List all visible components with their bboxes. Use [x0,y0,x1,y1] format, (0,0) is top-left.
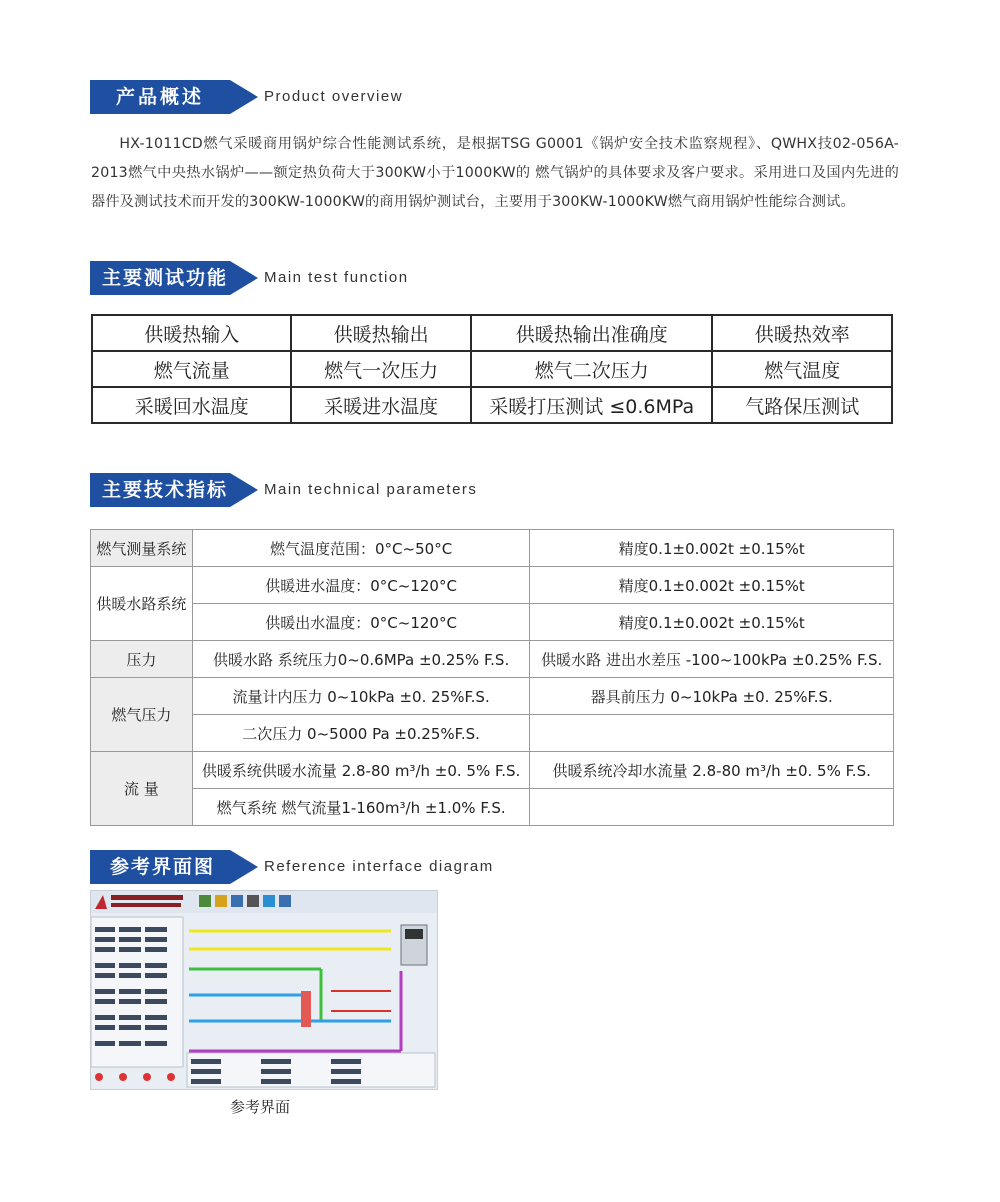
table-row [91,752,894,789]
reference-interface-screenshot [90,890,438,1090]
table-row [91,789,894,826]
section-title-en: Reference interface diagram [264,858,494,875]
param-cell: 燃气系统 燃气流量1-160m³/h ±1.0% F.S. [192,789,530,826]
function-cell: 供暖热输入 [92,315,291,351]
function-cell: 供暖热效率 [712,315,892,351]
param-cell: 供暖水路 系统压力0~0.6MPa ±0.25% F.S. [192,641,530,678]
table-row [91,604,894,641]
param-cell: 燃气温度范围：0°C~50°C [192,530,530,567]
param-cell: 精度0.1±0.002t ±0.15%t [530,530,894,567]
category-cell: 压力 [91,641,193,678]
param-cell-empty [530,715,894,752]
category-cell: 燃气压力 [91,678,193,752]
function-cell: 燃气温度 [712,351,892,387]
function-cell: 燃气二次压力 [471,351,713,387]
table-row [92,315,892,351]
table-row [91,567,894,604]
section-title-en: Main test function [264,269,409,286]
section-title-en: Product overview [264,88,404,105]
function-cell: 采暖打压测试 ≤0.6MPa [471,387,713,423]
function-cell: 供暖热输出 [291,315,471,351]
param-cell: 二次压力 0~5000 Pa ±0.25%F.S. [192,715,530,752]
overview-text: HX-1011CD燃气采暖商用锅炉综合性能测试系统，是根据TSG G0001《锅炉安全技术监察规程》、QWHX技02-056A-2013燃气中央热水锅炉——额定热负荷大于300KW小于1000KW的 燃气锅炉的具体要求及客户要求。采用进口及国内先进的器件及测试技术而开发的300KW-1000KW的商用锅炉测试台，主要用于300KW-1000KW燃气商用锅炉性能综合测试。 [91,136,899,210]
table-row [92,387,892,423]
table-row [91,530,894,567]
param-cell: 供暖出水温度：0°C~120°C [192,604,530,641]
table-row [91,678,894,715]
section-title-en: Main technical parameters [264,481,478,498]
function-cell: 供暖热输出准确度 [471,315,713,351]
section-title-zh: 主要技术指标 [101,479,228,501]
table-row [91,715,894,752]
param-cell-empty [530,789,894,826]
param-cell: 精度0.1±0.002t ±0.15%t [530,567,894,604]
section-title-zh: 参考界面图 [109,856,215,878]
category-cell: 流 量 [91,752,193,826]
function-cell: 燃气一次压力 [291,351,471,387]
param-cell: 供暖系统供暖水流量 2.8-80 m³/h ±0. 5% F.S. [192,752,530,789]
param-cell: 器具前压力 0~10kPa ±0. 25%F.S. [530,678,894,715]
table-row [92,351,892,387]
table-row [91,641,894,678]
section-title-zh: 主要测试功能 [101,267,228,289]
category-cell: 供暖水路系统 [91,567,193,641]
reference-caption: 参考界面 [230,1098,291,1116]
param-cell: 供暖水路 进出水差压 -100~100kPa ±0.25% F.S. [530,641,894,678]
function-cell: 采暖进水温度 [291,387,471,423]
param-cell: 流量计内压力 0~10kPa ±0. 25%F.S. [192,678,530,715]
function-cell: 气路保压测试 [712,387,892,423]
param-cell: 供暖进水温度：0°C~120°C [192,567,530,604]
category-cell: 燃气测量系统 [91,530,193,567]
overview-paragraph [91,130,899,217]
interface-diagram-illustration [91,891,437,1089]
function-cell: 采暖回水温度 [92,387,291,423]
function-cell: 燃气流量 [92,351,291,387]
param-cell: 精度0.1±0.002t ±0.15%t [530,604,894,641]
parameters-table [90,529,894,826]
section-title-zh: 产品概述 [115,86,204,108]
param-cell: 供暖系统冷却水流量 2.8-80 m³/h ±0. 5% F.S. [530,752,894,789]
function-table [91,314,893,424]
